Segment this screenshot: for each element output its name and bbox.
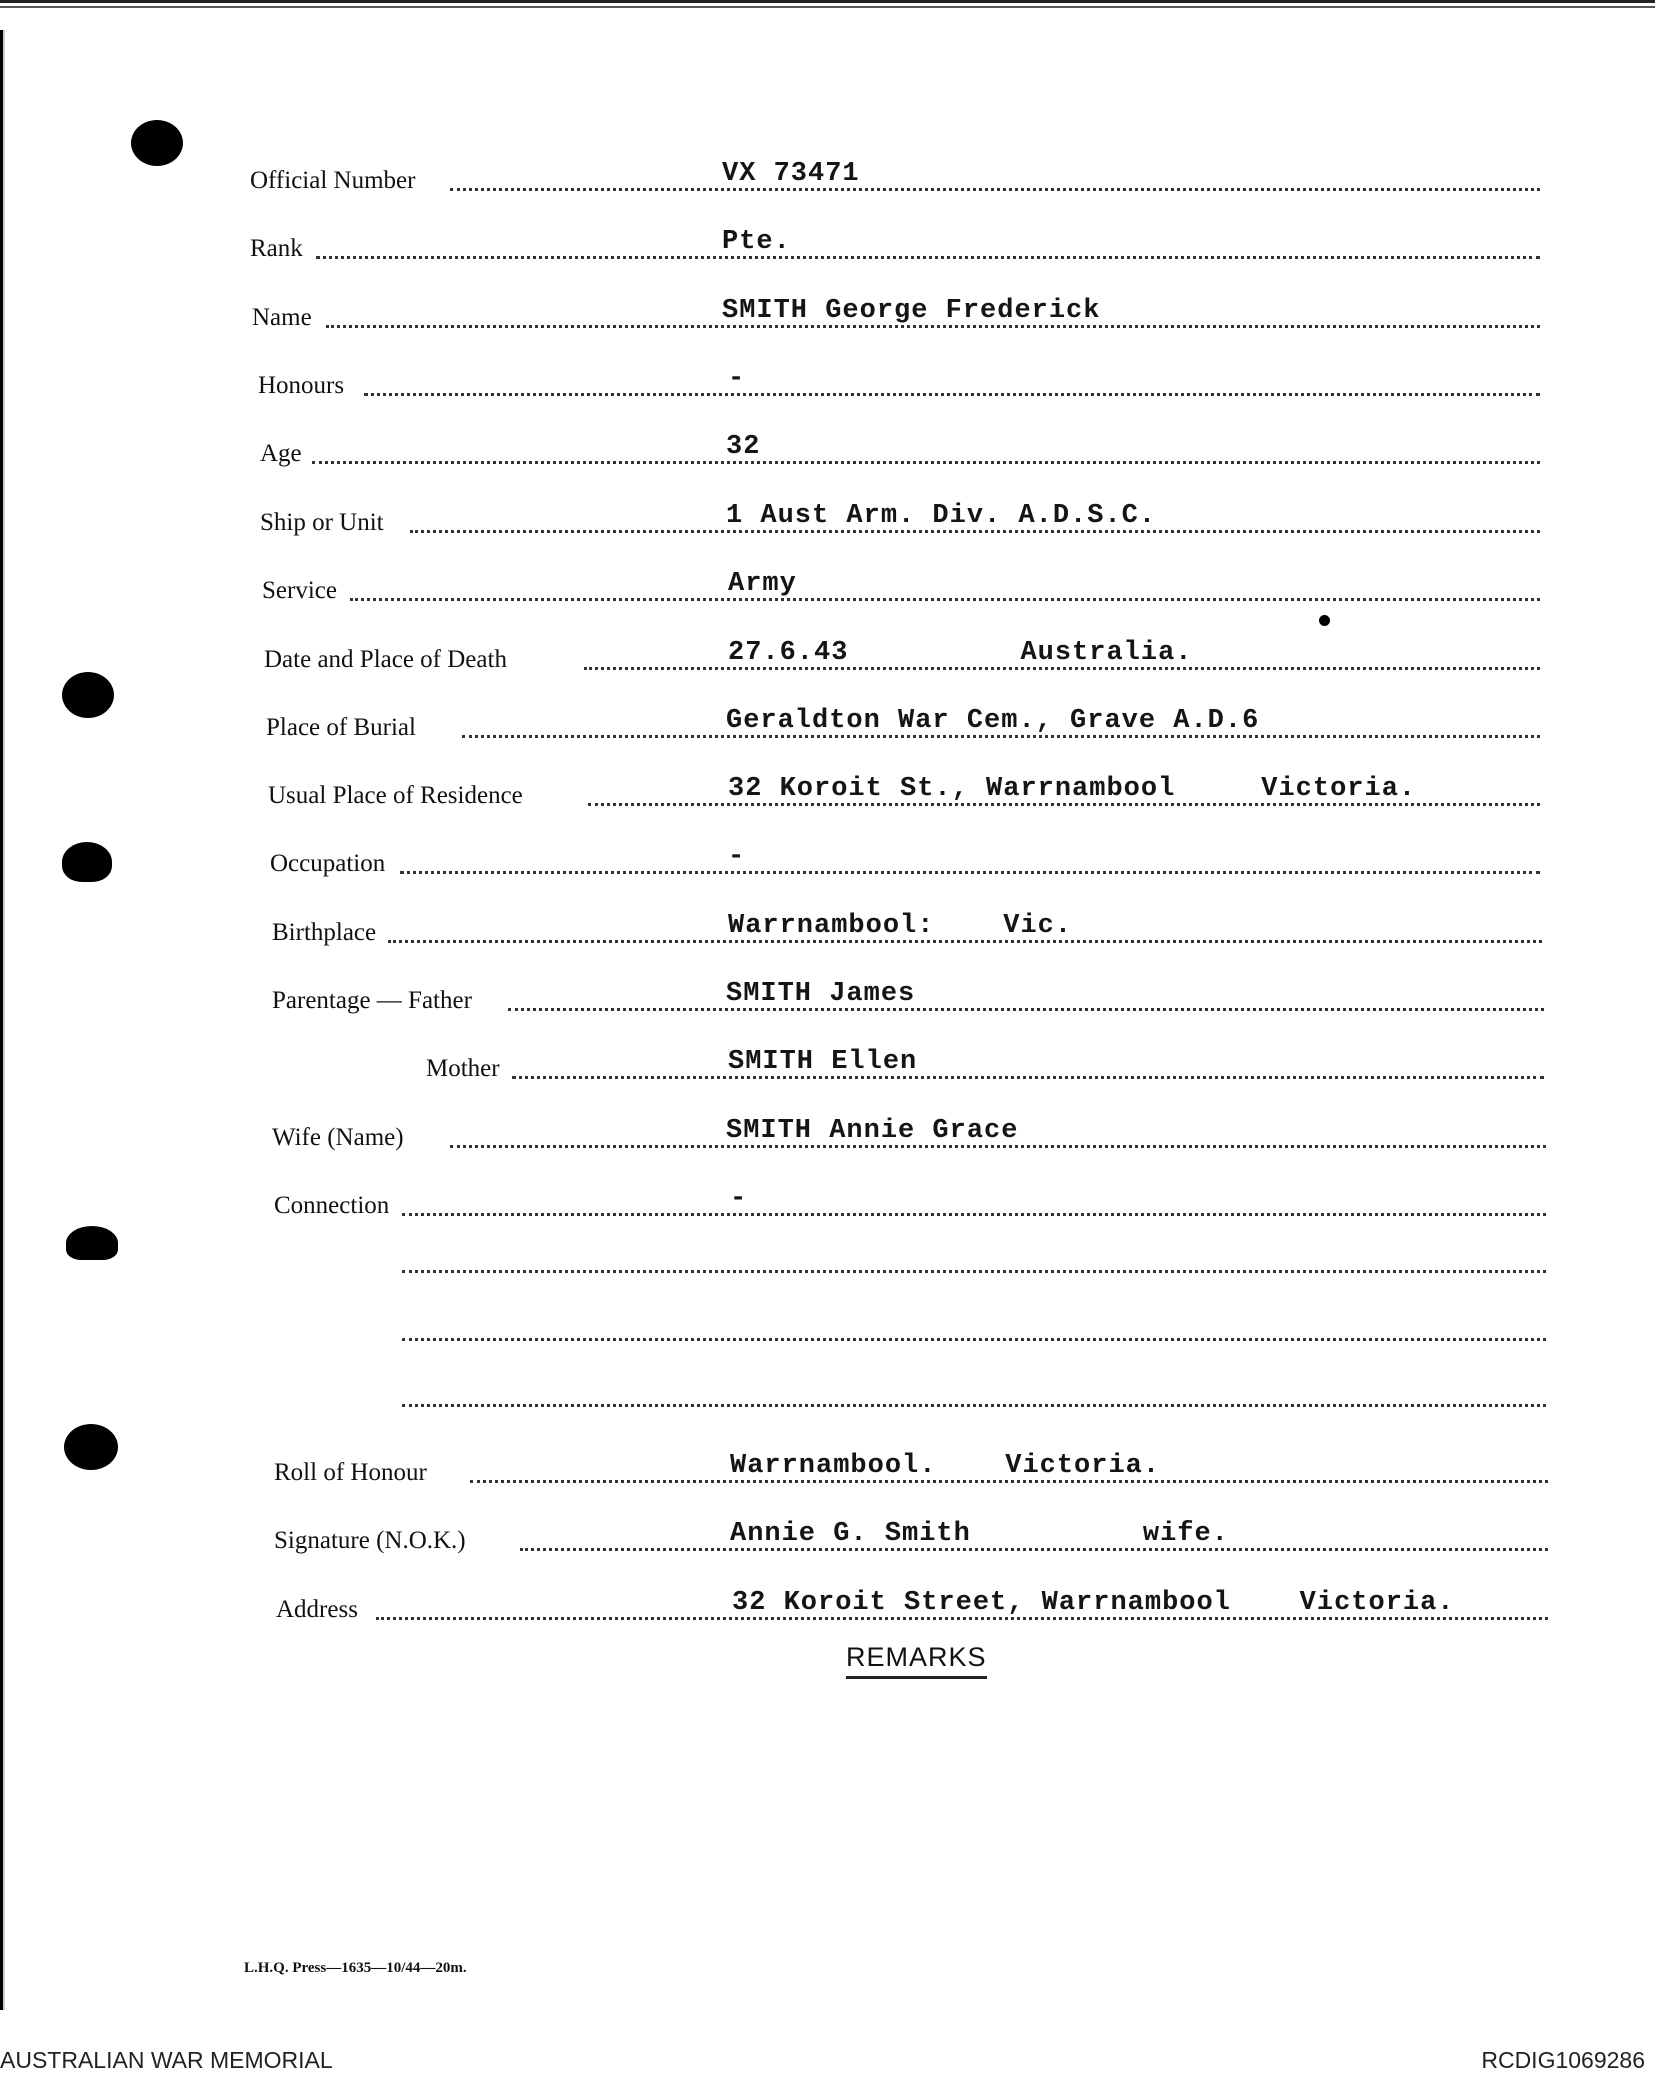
archive-reference: RCDIG1069286	[1481, 2047, 1645, 2073]
field-label: Birthplace	[272, 919, 377, 946]
field-age	[260, 428, 1540, 468]
field-label: Service	[262, 577, 337, 604]
field-occupation	[270, 838, 1540, 878]
field-label: Place of Burial	[266, 714, 416, 741]
field-service	[262, 565, 1540, 605]
field-value: 32 Koroit St., Warrnambool Victoria.	[728, 774, 1417, 804]
press-mark: L.H.Q. Press—1635—10/44—20m.	[244, 1960, 467, 1976]
field-wife	[272, 1112, 1546, 1152]
field-label: Signature (N.O.K.)	[274, 1527, 466, 1554]
field-label: Usual Place of Residence	[268, 782, 523, 809]
field-value: VX 73471	[722, 159, 860, 189]
field-value: 32	[726, 432, 761, 462]
field-name	[252, 292, 1540, 332]
field-honours	[258, 360, 1540, 400]
field-value: 1 Aust Arm. Div. A.D.S.C.	[726, 501, 1157, 531]
field-signature-nok	[274, 1515, 1548, 1555]
field-label: Date and Place of Death	[264, 646, 507, 673]
dotted-leader	[402, 1213, 1546, 1216]
field-official-number	[250, 155, 1540, 195]
field-label: Roll of Honour	[274, 1459, 427, 1486]
field-address	[276, 1584, 1548, 1624]
field-label: Mother	[426, 1055, 500, 1082]
field-father	[272, 975, 1544, 1015]
dotted-leader	[450, 188, 1540, 191]
dotted-leader	[512, 1076, 1544, 1079]
field-rank	[250, 223, 1540, 263]
field-value: SMITH James	[726, 979, 916, 1009]
field-value: SMITH Annie Grace	[726, 1116, 1019, 1146]
blank-line-1	[402, 1270, 1546, 1273]
field-connection	[274, 1180, 1546, 1220]
dotted-leader	[350, 598, 1540, 601]
field-value: -	[730, 1184, 748, 1214]
blank-line-3	[402, 1404, 1546, 1407]
field-value: Geraldton War Cem., Grave A.D.6	[726, 706, 1260, 736]
field-value: Pte.	[722, 227, 791, 257]
dotted-leader	[316, 256, 1540, 259]
field-label: Official Number	[250, 167, 416, 194]
field-value: -	[728, 364, 746, 394]
field-value: 32 Koroit Street, Warrnambool Victoria.	[732, 1588, 1455, 1618]
field-place-of-burial	[266, 702, 1540, 742]
dotted-leader	[312, 461, 1540, 464]
field-value: SMITH Ellen	[728, 1047, 918, 1077]
archive-name: AUSTRALIAN WAR MEMORIAL	[0, 2047, 333, 2073]
field-value: SMITH George Frederick	[722, 296, 1101, 326]
dotted-leader	[508, 1008, 1544, 1011]
field-label: Parentage — Father	[272, 987, 472, 1014]
field-roll-of-honour	[274, 1447, 1548, 1487]
field-label: Address	[276, 1596, 358, 1623]
field-date-place-of-death	[264, 634, 1540, 674]
remarks-heading: REMARKS	[846, 1642, 987, 1679]
field-label: Name	[252, 304, 312, 331]
dotted-leader	[400, 871, 1540, 874]
field-value: Annie G. Smith wife.	[730, 1519, 1229, 1549]
field-label: Age	[260, 440, 302, 467]
field-mother	[426, 1043, 1544, 1083]
field-label: Occupation	[270, 850, 386, 877]
field-birthplace	[272, 907, 1542, 947]
field-value: Army	[728, 569, 797, 599]
field-label: Honours	[258, 372, 345, 399]
field-label: Connection	[274, 1192, 390, 1219]
field-ship-or-unit	[260, 497, 1540, 537]
field-label: Rank	[250, 235, 303, 262]
field-value: 27.6.43 Australia.	[728, 638, 1193, 668]
dotted-leader	[364, 393, 1540, 396]
field-value: Warrnambool. Victoria.	[730, 1451, 1161, 1481]
field-label: Ship or Unit	[260, 509, 384, 536]
field-value: -	[728, 842, 746, 872]
blank-line-2	[402, 1338, 1546, 1341]
field-usual-residence	[268, 770, 1540, 810]
field-value: Warrnambool: Vic.	[728, 911, 1073, 941]
field-label: Wife (Name)	[272, 1124, 404, 1151]
